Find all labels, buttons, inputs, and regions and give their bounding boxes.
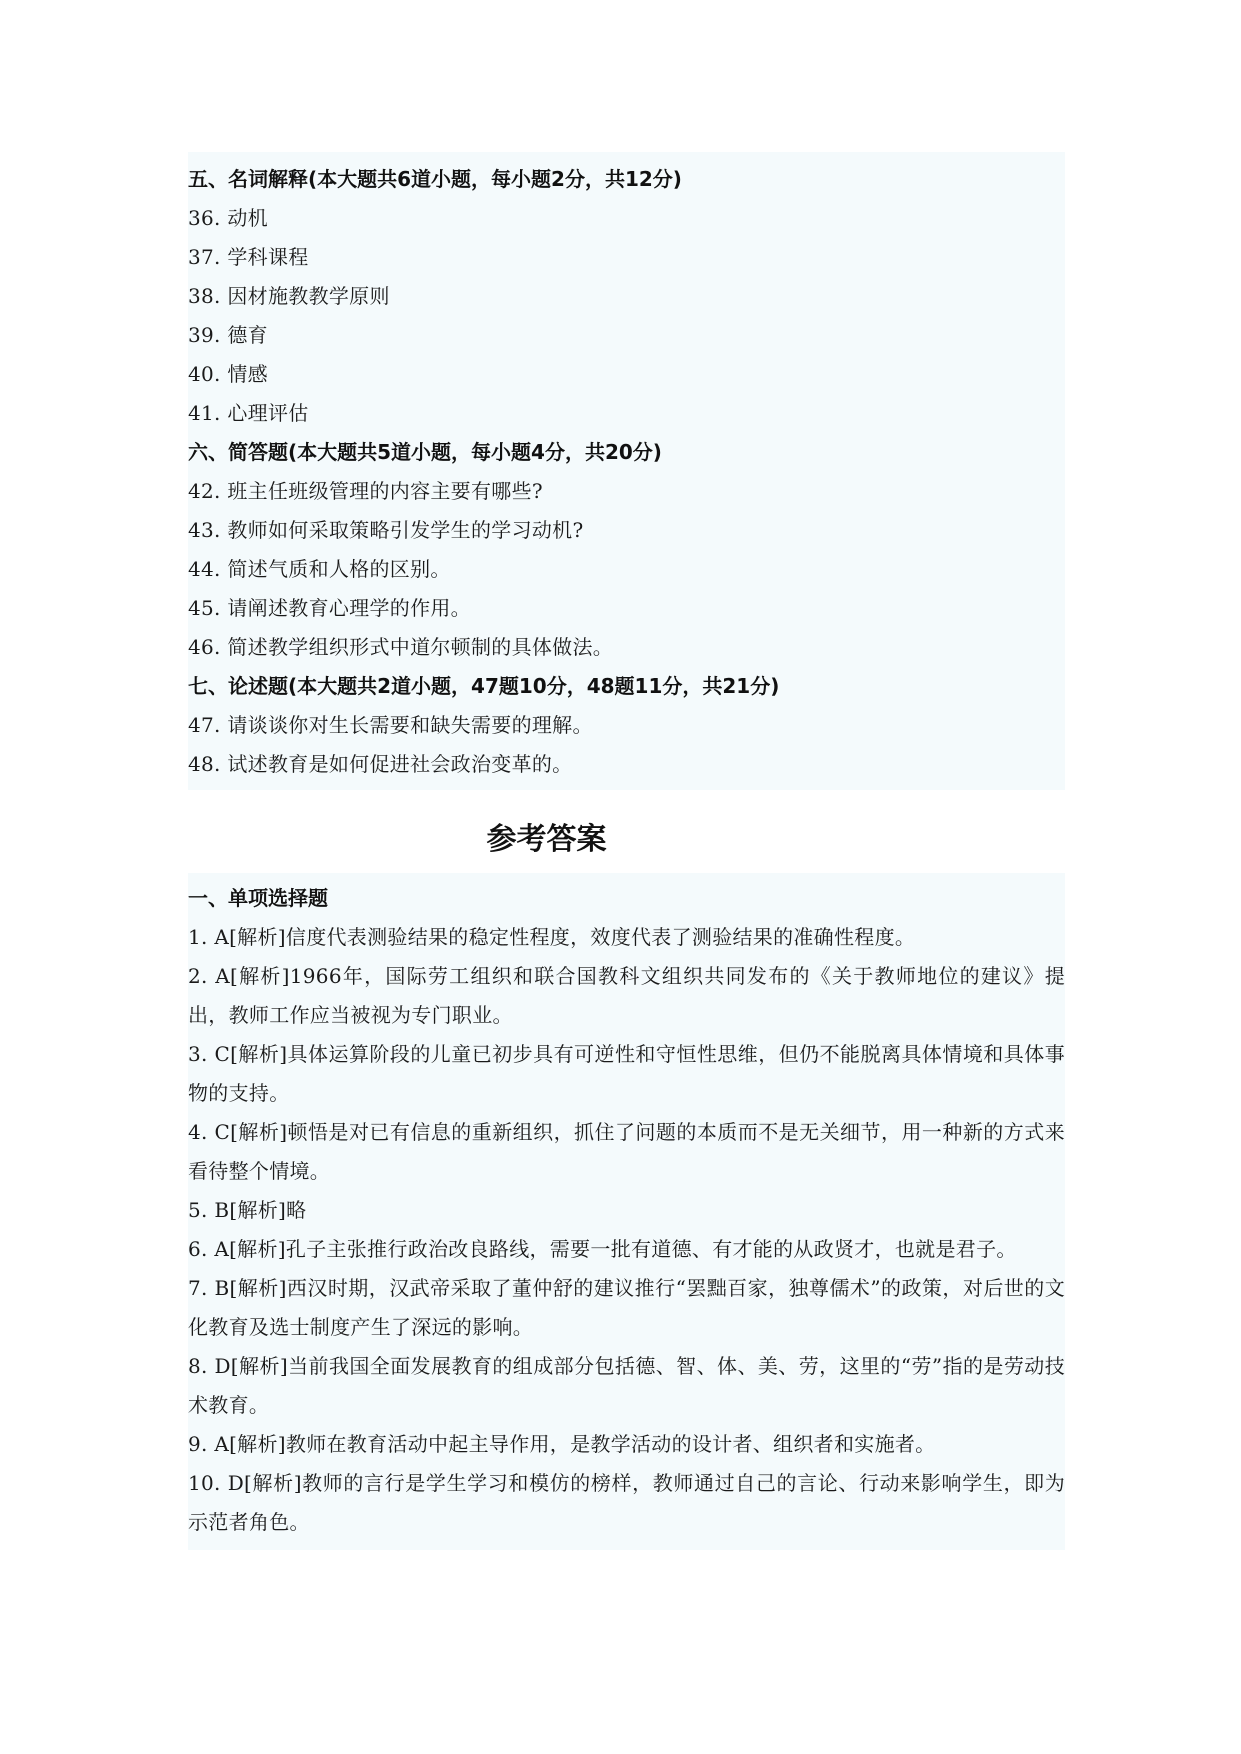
question-item: 45. 请阐述教育心理学的作用。 [188, 596, 471, 620]
question-item: 36. 动机 [188, 206, 268, 230]
answer-item: 9. A[解析]教师在教育活动中起主导作用，是教学活动的设计者、组织者和实施者。 [188, 1432, 936, 1456]
question-item: 46. 简述教学组织形式中道尔顿制的具体做法。 [188, 635, 614, 659]
question-item: 38. 因材施教教学原则 [188, 284, 390, 308]
answer-item: 6. A[解析]孔子主张推行政治改良路线，需要一批有道德、有才能的从政贤才，也就是君子。 [188, 1237, 1017, 1261]
question-item: 42. 班主任班级管理的内容主要有哪些? [188, 479, 543, 503]
question-item: 47. 请谈谈你对生长需要和缺失需要的理解。 [188, 713, 593, 737]
section-heading-short-answer: 六、简答题(本大题共5道小题，每小题4分，共20分) [188, 440, 662, 464]
answer-title: 参考答案 [486, 822, 607, 857]
question-item: 41. 心理评估 [188, 401, 309, 425]
question-item: 37. 学科课程 [188, 245, 309, 269]
question-item: 43. 教师如何采取策略引发学生的学习动机? [188, 518, 584, 542]
question-item: 39. 德育 [188, 323, 268, 347]
answer-item: 2. A[解析]1966年，国际劳工组织和联合国教科文组织共同发布的《关于教师地位的建议》提出，教师工作应当被视为专门职业。 [188, 964, 1065, 1027]
section-heading-essay: 七、论述题(本大题共2道小题，47题10分，48题11分，共21分) [188, 674, 780, 698]
answer-item: 10. D[解析]教师的言行是学生学习和模仿的榜样，教师通过自己的言论、行动来影响学生，即为示范者角色。 [188, 1471, 1065, 1534]
questions-section [188, 152, 1065, 790]
answer-item: 7. B[解析]西汉时期，汉武帝采取了董仲舒的建议推行“罢黜百家，独尊儒术”的政策，对后世的文化教育及选士制度产生了深远的影响。 [188, 1276, 1065, 1339]
section-heading-single-choice: 一、单项选择题 [188, 886, 328, 910]
answer-item: 4. C[解析]顿悟是对已有信息的重新组织，抓住了问题的本质而不是无关细节，用一种新的方式来看待整个情境。 [188, 1120, 1065, 1183]
question-item: 48. 试述教育是如何促进社会政治变革的。 [188, 752, 573, 776]
question-item: 44. 简述气质和人格的区别。 [188, 557, 451, 581]
answer-item: 5. B[解析]略 [188, 1198, 307, 1222]
section-heading-terms: 五、名词解释(本大题共6道小题，每小题2分，共12分) [188, 167, 682, 191]
answer-item: 3. C[解析]具体运算阶段的儿童已初步具有可逆性和守恒性思维，但仍不能脱离具体情境和具体事物的支持。 [188, 1042, 1065, 1105]
answers-section [188, 873, 1065, 1550]
answer-item: 8. D[解析]当前我国全面发展教育的组成部分包括德、智、体、美、劳，这里的“劳”指的是劳动技术教育。 [188, 1354, 1065, 1417]
question-item: 40. 情感 [188, 362, 268, 386]
answer-item: 1. A[解析]信度代表测验结果的稳定性程度，效度代表了测验结果的准确性程度。 [188, 925, 916, 949]
